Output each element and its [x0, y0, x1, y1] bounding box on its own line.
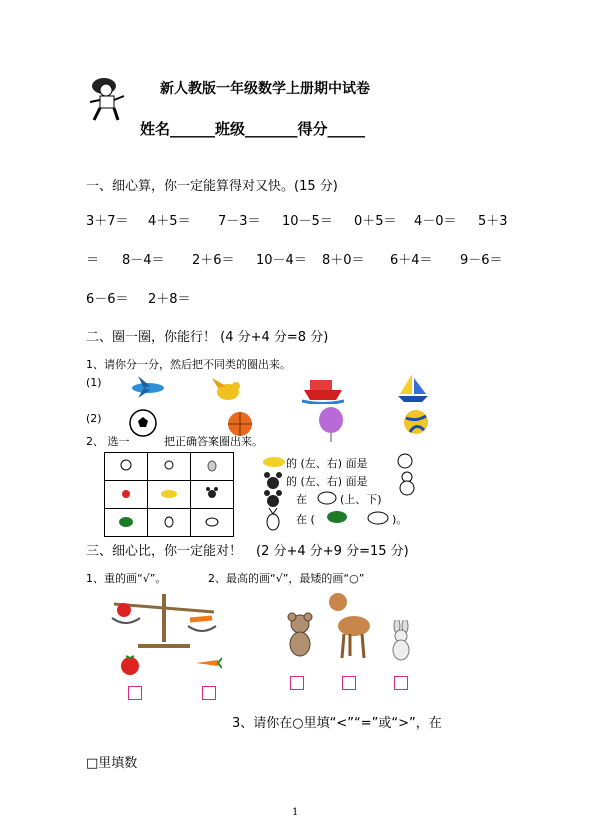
grid-cell	[191, 481, 234, 509]
pineapple-icon	[264, 506, 282, 532]
grid-cell	[105, 481, 148, 509]
calc-item: 0＋5＝	[354, 214, 397, 229]
mickey-mouse-icon	[205, 486, 219, 500]
page-number: 1	[292, 807, 299, 818]
rabbit-icon	[205, 458, 219, 472]
watermelon-icon	[118, 516, 134, 528]
snoopy-dog-icon	[366, 508, 390, 526]
deer-icon	[322, 588, 378, 662]
calc-item: 2＋8＝	[148, 292, 191, 307]
chick-icon	[162, 458, 176, 472]
calc-item: 9－6＝	[460, 253, 503, 268]
grid-cell	[148, 509, 191, 537]
snowman-icon	[119, 458, 133, 472]
calc-item: 3＋7＝	[86, 214, 129, 229]
grid-cell	[148, 481, 191, 509]
calc-item: 10－4＝	[256, 253, 307, 268]
q2-instruction-left: 2、 选一	[86, 435, 130, 448]
q2-line-4b: )。	[392, 513, 408, 526]
q2-line-3a: 在	[296, 493, 307, 506]
bananas-icon	[262, 455, 286, 469]
sailboat-icon	[396, 372, 430, 404]
section2-heading: 二、圈一圈，你能行！ (4 分+4 分=8 分)	[86, 330, 329, 345]
rabbit-icon	[386, 620, 416, 662]
calc-item: 2＋6＝	[192, 253, 235, 268]
grid-cell	[148, 453, 191, 481]
calc-item: 6－6＝	[86, 292, 129, 307]
name-class-score-row: 姓名______班级_______得分_____	[140, 120, 366, 138]
watermelon-icon	[326, 510, 348, 524]
q2-line-2: 的 (左、右) 面是	[286, 475, 368, 488]
strawberry-icon	[118, 652, 142, 676]
snoopy-dog-icon	[204, 514, 220, 528]
carrot-icon	[194, 656, 222, 670]
strawberry-icon	[119, 486, 133, 500]
s3-q2: 2、最高的画“√”，最矮的画“○”	[208, 572, 365, 585]
grid-cell	[191, 453, 234, 481]
calc-item: 4－0＝	[414, 214, 457, 229]
q2-line-4a: 在 (	[296, 513, 315, 526]
pineapple-icon	[162, 514, 176, 528]
s3-q3: 3、请你在○里填“<”“=”或“>”，在	[232, 716, 442, 731]
calc-item: ＝	[86, 253, 100, 268]
snowman-icon	[398, 470, 416, 496]
calc-item: 6＋4＝	[390, 253, 433, 268]
q2-instruction-right: 把正确答案圈出来。	[164, 435, 263, 448]
answer-box[interactable]	[202, 686, 216, 700]
calc-item: 7－3＝	[218, 214, 261, 229]
calc-item: 4＋5＝	[148, 214, 191, 229]
ship-icon	[302, 374, 344, 404]
q1-label-2: (2)	[86, 412, 102, 425]
s3-q1: 1、重的画“√”。	[86, 572, 167, 585]
cartoon-boy-icon	[86, 74, 128, 124]
balance-scale-icon	[108, 588, 220, 650]
balloon-icon	[316, 406, 346, 442]
grid-cell	[191, 509, 234, 537]
grid-cell	[105, 509, 148, 537]
calc-item: 10－5＝	[282, 214, 333, 229]
calc-item: 8－4＝	[122, 253, 165, 268]
answer-box[interactable]	[128, 686, 142, 700]
s3-q3-continued: □里填数	[86, 756, 138, 771]
grid-cell	[105, 453, 148, 481]
snoopy-dog-icon	[316, 488, 338, 506]
answer-box[interactable]	[342, 676, 356, 690]
section3-heading-a: 三、细心比，你一定能对！	[86, 544, 243, 559]
airplane-icon	[128, 374, 168, 400]
q2-line-1: 的 (左、右) 面是	[286, 457, 368, 470]
page-title: 新人教版一年级数学上册期中试卷	[160, 81, 370, 97]
section3-heading-b: (2 分+4 分+9 分=15 分)	[256, 544, 409, 559]
q1-label-1: (1)	[86, 376, 102, 389]
chick-icon	[396, 452, 414, 470]
teddy-bear-icon	[282, 612, 318, 662]
answer-box[interactable]	[290, 676, 304, 690]
calc-item: 5＋3	[478, 214, 508, 229]
answer-box[interactable]	[394, 676, 408, 690]
bird-icon	[210, 374, 246, 406]
section1-heading: 一、细心算，你一定能算得对又快。(15 分)	[86, 179, 338, 194]
calc-item: 8＋0＝	[322, 253, 365, 268]
q2-line-3b: (上、下)	[340, 493, 382, 506]
bananas-icon	[160, 488, 178, 500]
volleyball-icon	[402, 408, 430, 436]
q1-instruction: 1、请你分一分，然后把不同类的圈出来。	[86, 358, 291, 371]
soccer-ball-icon	[128, 408, 158, 438]
picture-grid	[104, 452, 234, 537]
